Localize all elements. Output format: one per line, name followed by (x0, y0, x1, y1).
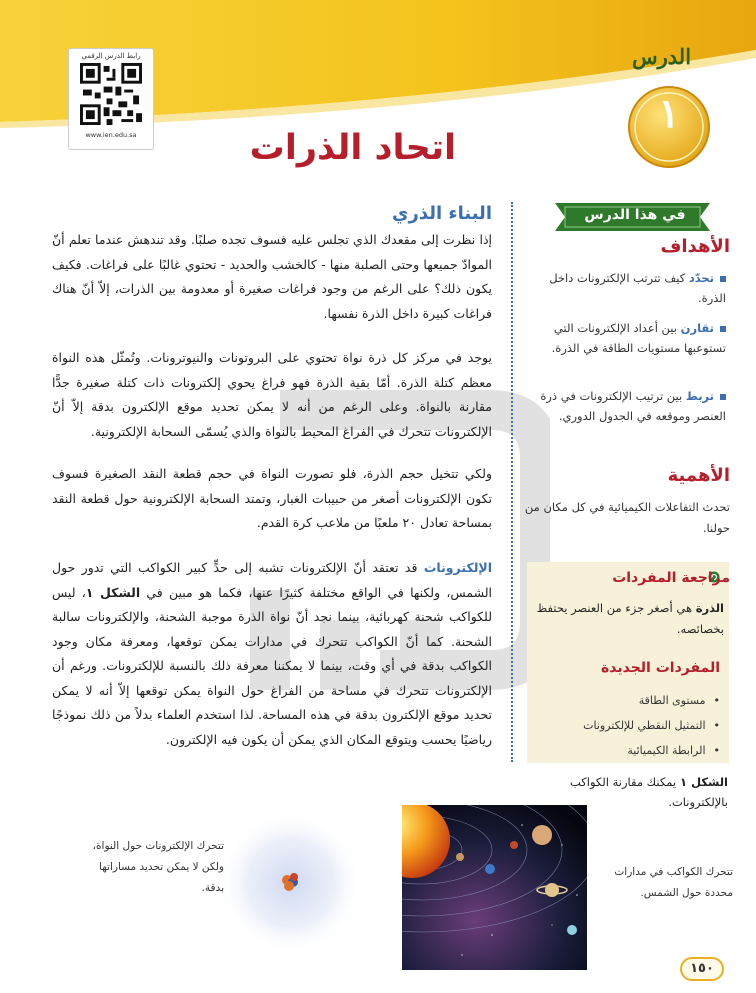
ribbon-label: في هذا الدرس (584, 207, 686, 223)
paragraph: يوجد في مركز كل ذرة نواة تحتوي على البروتونات والنيوترونات. وتُمثّل هذه النواة معظم كتلة الذرة. أمّا بقية الذرة فهو فراغ يحوي إلكترونات ذات كتلة صغيرة جدًّا مقارنة بالنواة. وعلى الرغم من أنه لا يمكن تحديد موقع الإلكترون بدقة إلاّ أنّ الإلكترونات تتحرك في الفراغ المحيط بالنواة والذي يُسمّى السحابة الإلكترونية. (52, 350, 492, 439)
solar-system-image (402, 805, 587, 970)
qr-code-icon (80, 63, 142, 125)
electron-cloud-image (216, 808, 366, 958)
vocab-term: • مستوى الطاقة (540, 688, 720, 713)
vocab-term: • الرابطة الكيميائية (540, 738, 720, 763)
page-number: ١٥٠ (680, 957, 724, 981)
objectives-heading: الأهداف (660, 236, 730, 257)
vocab-review-definition: الذرة هي أصغر جزء من العنصر يحتفظ بخصائصه. (536, 601, 724, 636)
new-vocab-heading: المفردات الجديدة (601, 660, 720, 676)
section-heading: البناء الذري (391, 203, 492, 224)
new-vocab-list (540, 688, 720, 763)
solar-caption: تتحرك الكواكب في مدارات محددة حول الشمس. (614, 866, 733, 899)
objective-item: تقارن بين أعداد الإلكترونات التي تستوعبها مستويات الطاقة في الذرة. (551, 321, 726, 355)
vocab-review-heading: مراجعة المفردات (612, 570, 730, 586)
objective-item: تحدّد كيف تترتب الإلكترونات داخل الذرة. (549, 271, 726, 305)
atom-caption: تتحرك الإلكترونات حول النواة، ولكن لا يمكن تحديد مساراتها بدقة. (92, 840, 224, 894)
paragraph: الإلكترونات قد تعتقد أنّ الإلكترونات تشبه إلى حدٍّ كبير الكواكب التي تدور حول الشمس، ولكنها في الواقع مختلفة كثيرًا عنها، فكما هو مبين في الشكل ١، ليس للكواكب شحنة كهربائية، بينما نجد أنّ نواة الذرة موجبة الشحنة، والإلكترونات سالبة الشحنة. كما أنّ الكواكب تتحرك في مدارات يمكن توقعها، ومعرفة مكان وجود الكواكب بدقة في أي وقت، بينما لا يمكننا معرفة ذلك بالنسبة للإلكترونات. ورغم أن الإلكترونات تتحرك في مساحة من الفراغ حول النواة يمكن توقعها إلاّ أنه لا يمكن تحديد موقع الإلكترون بدقة في هذه المساحة. لذا استخدم العلماء بدلاً من ذلك نموذجًا رياضيًا يحسب ويتوقع المكان الذي يمكن أن يكون فيه الإلكترون. (52, 560, 492, 747)
lesson-label: الدرس (632, 44, 692, 69)
bullet-square-icon (720, 326, 726, 332)
qr-title: رابط الدرس الرقمي (81, 52, 141, 60)
paragraph: إذا نظرت إلى مقعدك الذي تجلس عليه فسوف تجده صلبًا. وقد تندهش عندما تعلم أنّ الموادّ جميعها وحتى الصلبة منها - كالخشب والحديد - تحتوي غالبًا على فراغات. فكيف يكون ذلك؟ على الرغم من وجود فراغات صغيرة أو معدومة بين الذرات، إلاّ أنّ هناك فراغات كبيرة داخل الذرة نفسها. (52, 232, 492, 321)
page-title: اتحاد الذرات (249, 128, 456, 168)
importance-heading: الأهمية (667, 465, 730, 486)
bullet-square-icon (720, 276, 726, 282)
paragraph: ولكي تتخيل حجم الذرة، فلو تصورت النواة في حجم قطعة النقد الصغيرة فسوف تكون الإلكترونات أصغر من حبيبات الغبار، وتمتد السحابة الإلكترونية حول قطعة النقد بمساحة تعادل ٢٠ ملعبًا من ملاعب كرة القدم. (52, 466, 492, 530)
bullet-square-icon (720, 394, 726, 400)
qr-url: www.ien.edu.sa (85, 131, 137, 139)
lesson-number: ١ (658, 90, 680, 137)
objective-item: تربط بين ترتيب الإلكترونات في ذرة العنصر وموقعه في الجدول الدوري. (540, 389, 726, 423)
vocab-term: • التمثيل النقطي للإلكترونات (540, 713, 720, 738)
qr-code-card[interactable] (68, 48, 154, 150)
importance-text: تحدث التفاعلات الكيميائية في كل مكان من حولنا. (524, 500, 730, 535)
column-divider (511, 202, 513, 762)
figure-caption: الشكل ١يمكنك مقارنة الكواكب بالإلكترونات. (570, 775, 728, 809)
